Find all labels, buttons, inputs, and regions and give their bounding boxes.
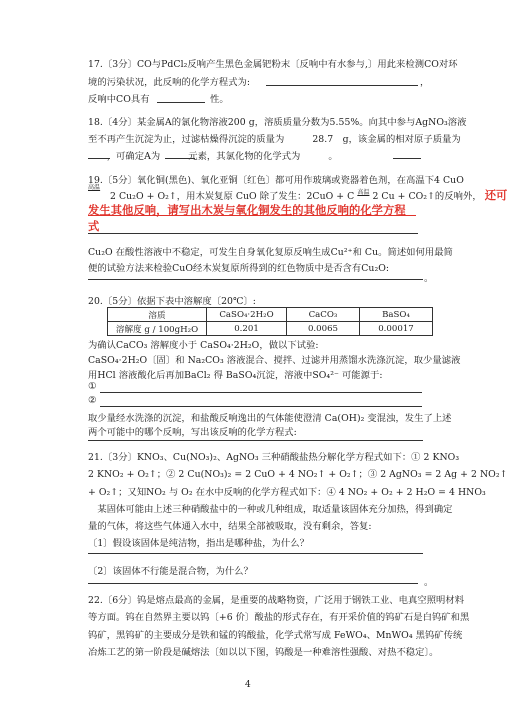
q17-line3 bbox=[88, 91, 150, 105]
q19-line2-a: 2 Cu₂O + O₂↑，用木炭复原 CuO 除了发生：2CuO + C bbox=[110, 191, 355, 202]
q22-line2: 等方面。钨在自然界主要以钨〔+6 价〕酸盐的形式存在，有开采价值的钨矿石是白钨矿和黑 bbox=[88, 612, 470, 623]
q17-line2 bbox=[88, 74, 250, 88]
table-header-cell: 溶质 bbox=[108, 308, 207, 322]
q21-line5: 量的气体，将这些气体通入水中，结果全部被吸取，没有剩余，答复: bbox=[88, 521, 372, 532]
q18-blank-c[interactable] bbox=[393, 158, 421, 159]
q19-line3-red: 发生其他反响，请写出木炭与氧化铜发生的其他反响的化学方程 bbox=[88, 203, 406, 217]
q22-line3: 钨矿，黑钨矿的主要成分是铁和锰的钨酸盐，化学式常写成 FeWO₄、MnWO₄ 黑钨矿传统 bbox=[88, 630, 463, 641]
q18-blank-b[interactable] bbox=[165, 158, 195, 159]
q19-line1: 19.〔5分〕氧化铜(黑色)、氧化亚铜〔红色〕都可用作玻璃或瓷器着色剂，在高温下4 CuO bbox=[88, 175, 464, 186]
q21-line2: 2 KNO₂ + O₂↑；② 2 Cu(NO₃)₂ = 2 CuO + 4 NO₂↑ + O₂↑；③ 2 AgNO₃ = 2 Ag + 2 NO₂↑ bbox=[88, 469, 507, 480]
q19-line2 bbox=[88, 184, 507, 203]
q20-line1: 20.〔5分〕依据下表中溶解度〔20℃〕: bbox=[88, 296, 256, 307]
q19-line4-red: 式 bbox=[88, 219, 100, 233]
q20-answer-line-2[interactable] bbox=[100, 406, 422, 407]
q17-answer-blank-2[interactable] bbox=[157, 102, 205, 103]
q21-answer-line-1[interactable] bbox=[88, 553, 423, 554]
q19-line5: Cu₂O 在酸性溶液中不稳定，可发生自身氧化复原反响生成Cu²⁺和 Cu。简述如何用最简 bbox=[88, 247, 453, 258]
q22-line4: 冶炼工艺的第一阶段是碱熔法〔如以以下图，钨酸是一种难溶性强酸、对热不稳定〕。 bbox=[88, 647, 439, 658]
q19-cond1: 高温 bbox=[88, 184, 101, 191]
table-header-cell: CaCO₃ bbox=[287, 308, 360, 322]
q21-part2: 〔2〕该固体不行能是混合物，为什么？ bbox=[88, 566, 253, 577]
q19-red-underline bbox=[88, 215, 416, 216]
q20-line3: CaSO₄·2H₂O〔固〕和 Na₂CO₃ 溶液混合、搅拌、过滤并用蒸馏水洗涤沉淀，取少量滤液 bbox=[88, 355, 461, 366]
q20-line2: 为确认CaCO₃ 溶解度小于 CaSO₄·2H₂O，做以下试验: bbox=[88, 340, 319, 351]
table-cell: 0.0065 bbox=[287, 322, 360, 336]
page-number: 4 bbox=[245, 680, 251, 690]
q18-line2: 至不再产生沉淀为止，过滤枯燥得沉淀的质量为 28.7 g，该金属的相对原子质量为 bbox=[88, 134, 461, 145]
q21-line-end-mark: 。 bbox=[424, 577, 434, 588]
q22-line1: 22.〔6分〕钨是熔点最高的金属，是重要的战略物资，广泛用于钢铁工业、电真空照明材料 bbox=[88, 595, 465, 606]
q17-answer-blank-1[interactable] bbox=[266, 85, 418, 86]
q18-line3: ，可确定A为 元素，其氯化物的化学式为 。 bbox=[88, 151, 338, 162]
table-cell: 0.00017 bbox=[360, 322, 433, 336]
q19-line6: 便的试验方法来检验CuO经木炭复原所得到的红色物质中是否含有Cu₂O: bbox=[88, 263, 390, 274]
q20-line6: 两个可能中的哪个反响，写出该反响的化学方程式: bbox=[88, 427, 297, 438]
table-header-cell: BaSO₄ bbox=[360, 308, 433, 322]
table-header-cell: CaSO₄·2H₂O bbox=[207, 308, 287, 322]
q19-line2-b: 2 Cu + CO₂↑的反响外， bbox=[372, 191, 482, 202]
solubility-table bbox=[107, 307, 433, 336]
q17-line2-text: 境的污染状况，此反响的化学方程式为: bbox=[88, 77, 251, 88]
table-cell: 0.201 bbox=[207, 322, 287, 336]
q17-line3-end: 性。 bbox=[210, 94, 229, 105]
q21-line4: 某固体可能由上述三种硝酸盐中的一种或几种组成，取适量该固体充分加热，得到确定 bbox=[88, 504, 453, 515]
q21-line1: 21.〔3分〕KNO₃、Cu(NO₃)₂、AgNO₃ 三种硝酸盐热分解化学方程式如下：① 2 KNO₃ bbox=[88, 452, 460, 463]
q19-line-end-mark: 。 bbox=[424, 273, 434, 284]
q17-line1: 17.〔3分〕CO与PdCl₂反响产生黑色金属钯粉末〔反响中有水参与,〕用此来检测CO对环 bbox=[88, 59, 458, 70]
q21-answer-line-2[interactable] bbox=[88, 583, 418, 584]
q21-part1: 〔1〕假设该固体是纯洁物，指出是哪种盐，为什么？ bbox=[88, 538, 309, 549]
q19-line2-red: 还可 bbox=[484, 188, 507, 202]
q20-line4: 用HCl 溶液酸化后再加BaCl₂ 得 BaSO₄沉淀，溶液中SO₄²⁻ 可能源于: bbox=[88, 370, 383, 381]
q20-marker-2: ② bbox=[88, 395, 97, 406]
q18-blank-a[interactable] bbox=[88, 158, 110, 159]
q21-line3: + O₂↑；又知NO₂ 与 O₂ 在水中反响的化学方程式如下：④ 4 NO₂ + O₂ + 2 H₂O = 4 HNO₃ bbox=[88, 487, 486, 498]
table-header-row bbox=[108, 308, 433, 322]
q17-line3-text: 反响中CO具有 bbox=[88, 94, 150, 105]
q20-line5: 取少量经水洗涤的沉淀，和盐酸反响逸出的气体能使澄清 Ca(OH)₂ 变混浊，发生了上述 bbox=[88, 413, 452, 424]
q17-line2-end: ， bbox=[420, 77, 430, 88]
q18-line1: 18.〔4分〕某金属A的氯化物溶液200 g，溶质质量分数为5.55%。向其中参与AgNO₃溶液 bbox=[88, 117, 467, 128]
q19-cond2: 高温 bbox=[357, 189, 370, 196]
q19-answer-line-2[interactable] bbox=[88, 279, 423, 280]
table-row bbox=[108, 322, 433, 336]
table-row-label: 溶解度 g / 100gH₂O bbox=[108, 322, 207, 336]
q20-answer-line-3[interactable] bbox=[88, 440, 423, 441]
q20-marker-1: ① bbox=[88, 381, 97, 392]
q20-answer-line-1[interactable] bbox=[100, 392, 422, 393]
q19-answer-line-1[interactable] bbox=[88, 233, 418, 234]
